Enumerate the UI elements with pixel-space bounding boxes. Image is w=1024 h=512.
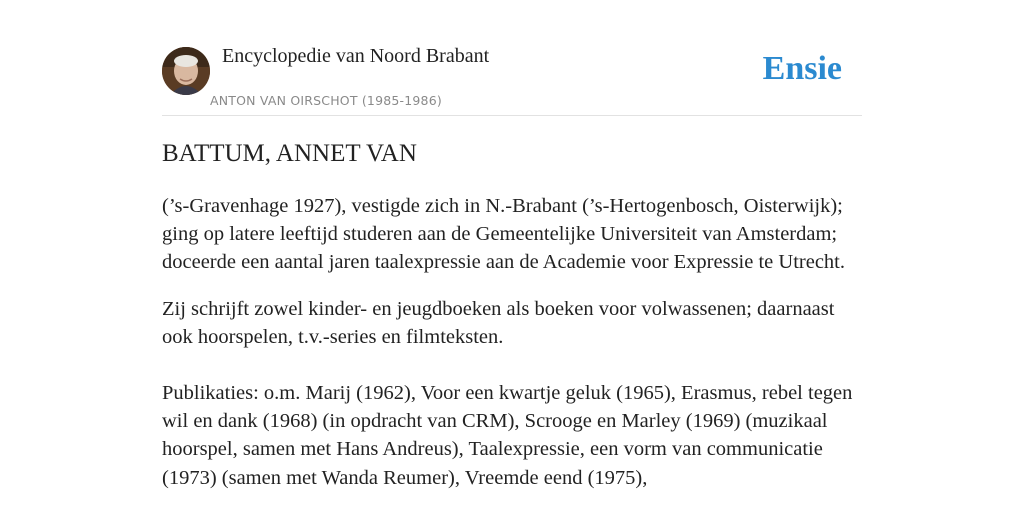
header-divider: [162, 115, 862, 116]
book-title[interactable]: Encyclopedie van Noord Brabant: [222, 45, 490, 67]
entry-paragraph: (’s-Gravenhage 1927), vestigde zich in N.-Brabant (’s-Hertogenbosch, Oisterwijk); ging op latere leeftijd studeren aan de Gemeentelijke Universiteit van Amsterdam; doceerde een aantal jaren taalexpressie aan de Academie voor Expressie te Utrecht.: [162, 195, 845, 274]
author-name[interactable]: ANTON VAN OIRSCHOT (1985-1986): [210, 93, 442, 108]
brand-logo[interactable]: Ensie: [762, 50, 842, 87]
entry-paragraph: Publikaties: o.m. Marij (1962), Voor een kwartje geluk (1965), Erasmus, rebel tegen wil en dank (1968) (in opdracht van CRM), Scrooge en Marley (1969) (muzikaal hoorspel, samen met Hans Andreus), Taalexpressie, een vorm van communicatie (1973) (samen met Wanda Reumer), Vreemde eend (1975),: [162, 382, 853, 489]
site-header: [162, 40, 862, 116]
author-avatar[interactable]: [162, 47, 210, 95]
entry-paragraph: Zij schrijft zowel kinder- en jeugdboeken als boeken voor volwassenen; daarnaast ook hoorspelen, t.v.-series en filmteksten.: [162, 297, 835, 348]
entry-content: [162, 138, 868, 510]
entry-title: BATTUM, ANNET VAN: [162, 140, 417, 167]
